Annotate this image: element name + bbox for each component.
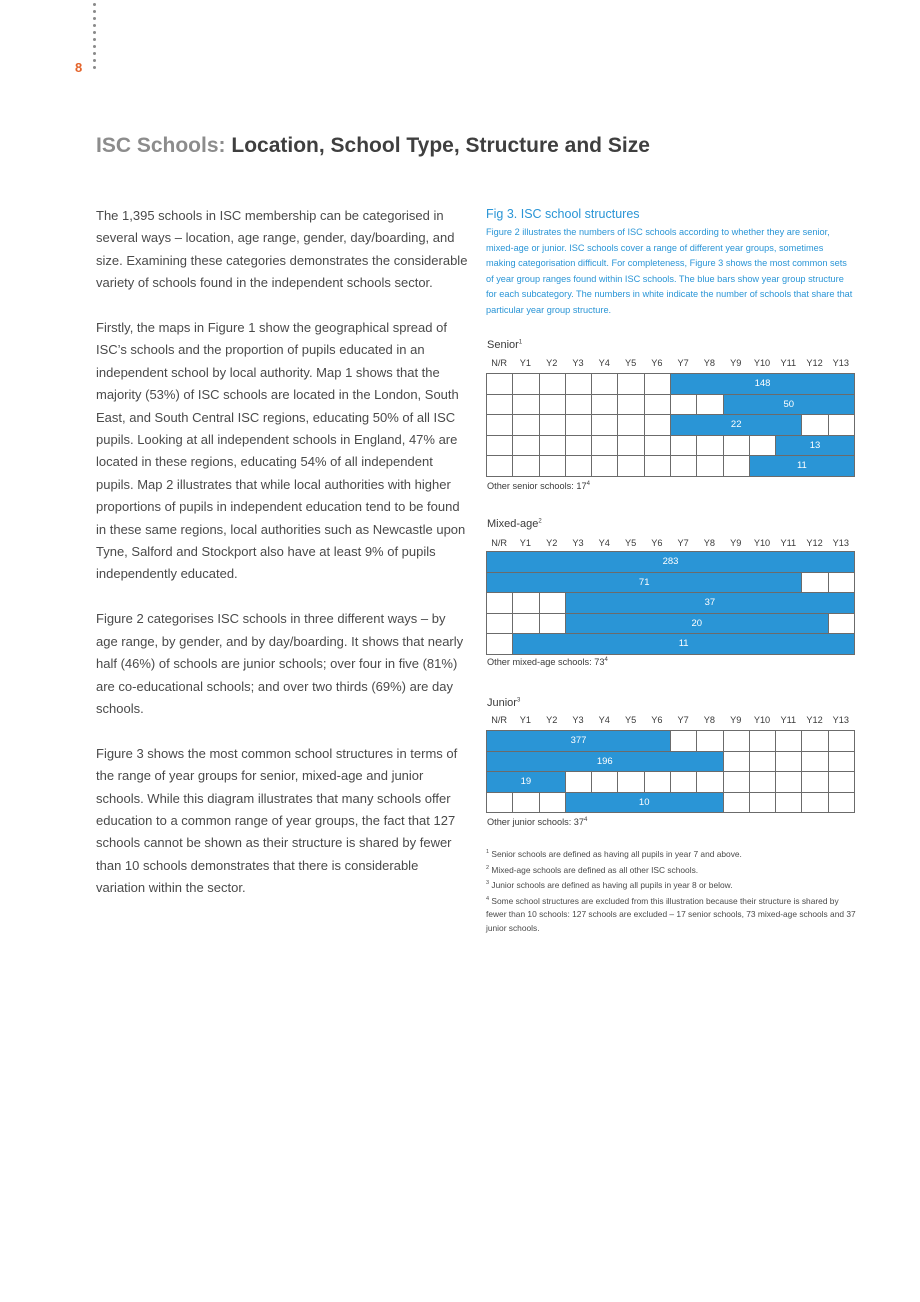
grid-cell bbox=[828, 414, 855, 436]
grid-cell bbox=[486, 414, 513, 436]
section-label-senior: Senior$^1$ bbox=[487, 339, 523, 351]
structure-grid-mixed-age bbox=[486, 551, 854, 654]
grid-cell bbox=[617, 414, 644, 436]
year-tick-label: Y13 bbox=[832, 358, 850, 368]
year-tick-label: Y9 bbox=[730, 538, 742, 548]
grid-cell bbox=[512, 373, 539, 395]
structure-bar: 196 bbox=[486, 751, 724, 773]
year-tick-label: Y12 bbox=[806, 358, 823, 368]
grid-cell bbox=[749, 730, 776, 752]
grid-cell bbox=[644, 435, 671, 457]
grid-cell bbox=[591, 771, 618, 793]
structure-bar: 10 bbox=[565, 792, 724, 814]
grid-cell bbox=[512, 414, 539, 436]
grid-cell bbox=[617, 394, 644, 416]
grid-cell bbox=[801, 751, 828, 773]
page-title-main: Location, School Type, Structure and Size bbox=[225, 134, 650, 157]
grid-cell bbox=[801, 730, 828, 752]
grid-cell bbox=[591, 394, 618, 416]
grid-cell bbox=[486, 633, 513, 655]
structure-grid-junior bbox=[486, 730, 854, 812]
year-tick-label: Y10 bbox=[753, 358, 771, 368]
structure-bar: 37 bbox=[565, 592, 855, 614]
body-paragraph: Firstly, the maps in Figure 1 show the geographical spread of ISC’s schools and the proportion of pupils educated in an independent school by local authority. Map 1 shows that the majority (53%) of ISC schools are located in the London, South East, and South Central ISC regions, educating 50% of all ISC pupils. Looking at all independent schools in England, 47% are located in these regions, educating 54% of all independent pupils. Map 2 illustrates that while local authorities with higher proportions of pupils in independent education tend to be found in these same regions, local authorities such as Newcastle upon Tyne, Salford and Stockport also have at least 9% of pupils independently educated. bbox=[96, 320, 466, 582]
year-header-row bbox=[486, 538, 854, 550]
grid-cell bbox=[591, 373, 618, 395]
year-tick-label: Y6 bbox=[651, 715, 663, 725]
year-tick-label: Y3 bbox=[572, 358, 584, 368]
year-tick-label: Y6 bbox=[651, 538, 663, 548]
grid-cell bbox=[486, 455, 513, 477]
grid-cell bbox=[696, 435, 723, 457]
body-text-column bbox=[96, 205, 468, 922]
grid-cell bbox=[539, 613, 566, 635]
page-number: 8 bbox=[75, 60, 83, 75]
grid-cell bbox=[723, 792, 750, 814]
year-tick-label: Y4 bbox=[598, 715, 610, 725]
grid-cell bbox=[696, 455, 723, 477]
year-tick-label: Y12 bbox=[806, 715, 823, 725]
year-tick-label: Y8 bbox=[703, 715, 716, 725]
year-tick-label: Y2 bbox=[546, 715, 558, 725]
grid-cell bbox=[696, 730, 723, 752]
structure-bar: 71 bbox=[486, 572, 802, 594]
year-tick-label: Y4 bbox=[598, 358, 610, 368]
year-tick-label: Y11 bbox=[780, 538, 797, 548]
year-tick-label: Y11 bbox=[780, 715, 797, 725]
grid-cell bbox=[486, 592, 513, 614]
year-tick-label: Y3 bbox=[572, 538, 584, 548]
grid-cell bbox=[565, 394, 592, 416]
structure-bar: 283 bbox=[486, 551, 855, 573]
footnote: $^4$ Some school structures are excluded from this illustration because their structure is shared by fewer than 10 schools: 127 schools are excluded – 17 senior schools, 73 mixed-age schools and 37 junior schools. bbox=[486, 895, 856, 934]
body-paragraph: Figure 3 shows the most common school structures in terms of the range of year groups for senior, mixed-age and junior schools. While this diagram illustrates that many schools offer education to a common range of year groups, the fact that 127 schools cannot be shown as their structure is shared by fewer than 10 schools demonstrates that there is considerable variation within the sector. bbox=[96, 745, 458, 896]
grid-cell bbox=[539, 592, 566, 614]
footnote: $^3$ Junior schools are defined as having all pupils in year 8 or below. bbox=[486, 879, 733, 890]
grid-cell bbox=[644, 373, 671, 395]
other-schools-note: Other senior schools: $17^4$ bbox=[487, 481, 590, 492]
year-tick-label: Y10 bbox=[753, 715, 771, 725]
year-tick-label: Y10 bbox=[753, 538, 771, 548]
page-title-prefix: ISC Schools: bbox=[96, 134, 226, 157]
structure-bar: 377 bbox=[486, 730, 671, 752]
grid-cell bbox=[723, 771, 750, 793]
grid-cell bbox=[775, 751, 802, 773]
year-tick-label: Y8 bbox=[703, 538, 716, 548]
structure-bar: 11 bbox=[512, 633, 855, 655]
footnotes bbox=[486, 846, 858, 936]
grid-cell bbox=[670, 730, 697, 752]
grid-cell bbox=[723, 435, 750, 457]
grid-cell bbox=[512, 792, 539, 814]
body-paragraph: Figure 2 categorises ISC schools in three different ways – by age range, by gender, and by day/boarding. It shows that nearly half (46%) of schools are junior schools; over four in five (81%) are co-educational schools; and over two thirds (69%) are day schools. bbox=[96, 611, 464, 716]
grid-cell bbox=[486, 613, 513, 635]
grid-cell bbox=[539, 792, 566, 814]
grid-cell bbox=[539, 394, 566, 416]
section-label-junior: Junior$^3$ bbox=[487, 697, 521, 709]
structure-bar: 50 bbox=[723, 394, 855, 416]
year-tick-label: Y11 bbox=[780, 358, 797, 368]
grid-cell bbox=[828, 572, 855, 594]
grid-cell bbox=[801, 771, 828, 793]
grid-cell bbox=[512, 455, 539, 477]
grid-cell bbox=[617, 455, 644, 477]
grid-cell bbox=[828, 771, 855, 793]
grid-cell bbox=[565, 771, 592, 793]
grid-cell bbox=[801, 414, 828, 436]
grid-cell bbox=[565, 373, 592, 395]
year-header-row bbox=[486, 715, 854, 727]
structure-bar: 11 bbox=[749, 455, 855, 477]
grid-cell bbox=[617, 373, 644, 395]
grid-cell bbox=[749, 792, 776, 814]
footnote: $^2$ Mixed-age schools are defined as all other ISC schools. bbox=[486, 864, 699, 875]
grid-cell bbox=[749, 751, 776, 773]
year-tick-label: N/R bbox=[491, 715, 508, 725]
year-tick-label: Y2 bbox=[546, 538, 558, 548]
grid-cell bbox=[486, 435, 513, 457]
grid-cell bbox=[591, 435, 618, 457]
grid-cell bbox=[670, 455, 697, 477]
grid-cell bbox=[775, 771, 802, 793]
grid-cell bbox=[670, 435, 697, 457]
grid-cell bbox=[591, 414, 618, 436]
year-tick-label: Y5 bbox=[624, 538, 637, 548]
grid-cell bbox=[828, 613, 855, 635]
page-title bbox=[96, 134, 650, 158]
year-tick-label: Y7 bbox=[677, 358, 689, 368]
grid-cell bbox=[539, 435, 566, 457]
grid-cell bbox=[486, 373, 513, 395]
grid-cell bbox=[828, 730, 855, 752]
structure-bar: 20 bbox=[565, 613, 829, 635]
year-tick-label: Y9 bbox=[730, 358, 742, 368]
grid-cell bbox=[565, 414, 592, 436]
grid-cell bbox=[486, 792, 513, 814]
year-tick-label: Y7 bbox=[677, 538, 689, 548]
grid-cell bbox=[591, 455, 618, 477]
grid-cell bbox=[801, 792, 828, 814]
grid-cell bbox=[565, 435, 592, 457]
year-tick-label: Y2 bbox=[546, 358, 558, 368]
year-tick-label: Y6 bbox=[651, 358, 663, 368]
grid-cell bbox=[696, 771, 723, 793]
other-schools-note: Other junior schools: $37^4$ bbox=[487, 817, 588, 828]
year-header-row bbox=[486, 358, 854, 370]
structure-grid-senior bbox=[486, 373, 854, 476]
year-tick-label: Y13 bbox=[832, 538, 850, 548]
body-paragraph: The 1,395 schools in ISC membership can be categorised in several ways – location, age range, gender, day/boarding, and size. Examining these categories demonstrates the considerable variety of schools found in the independent schools sector. bbox=[96, 208, 468, 291]
year-tick-label: Y3 bbox=[572, 715, 584, 725]
grid-cell bbox=[670, 771, 697, 793]
grid-cell bbox=[644, 394, 671, 416]
grid-cell bbox=[670, 394, 697, 416]
grid-cell bbox=[486, 394, 513, 416]
year-tick-label: Y5 bbox=[624, 358, 637, 368]
decorative-dot-column bbox=[93, 3, 97, 73]
grid-cell bbox=[828, 751, 855, 773]
grid-cell bbox=[512, 613, 539, 635]
figure-title: Fig 3. ISC school structures bbox=[486, 207, 640, 221]
grid-cell bbox=[723, 730, 750, 752]
grid-cell bbox=[749, 771, 776, 793]
year-tick-label: N/R bbox=[491, 538, 508, 548]
year-tick-label: Y5 bbox=[624, 715, 637, 725]
grid-cell bbox=[775, 792, 802, 814]
year-tick-label: Y1 bbox=[519, 538, 532, 548]
grid-cell bbox=[723, 751, 750, 773]
grid-cell bbox=[749, 435, 776, 457]
grid-cell bbox=[644, 414, 671, 436]
grid-cell bbox=[539, 414, 566, 436]
section-label-mixed-age: Mixed-age$^2$ bbox=[487, 518, 542, 530]
grid-cell bbox=[539, 455, 566, 477]
year-tick-label: Y9 bbox=[730, 715, 742, 725]
grid-cell bbox=[775, 730, 802, 752]
year-tick-label: Y1 bbox=[519, 715, 532, 725]
footnote: $^1$ Senior schools are defined as having all pupils in year 7 and above. bbox=[486, 848, 742, 859]
grid-cell bbox=[723, 455, 750, 477]
grid-cell bbox=[539, 373, 566, 395]
year-tick-label: Y7 bbox=[677, 715, 689, 725]
grid-cell bbox=[512, 435, 539, 457]
structure-bar: 148 bbox=[670, 373, 855, 395]
year-tick-label: Y8 bbox=[703, 358, 716, 368]
grid-cell bbox=[828, 792, 855, 814]
grid-cell bbox=[617, 771, 644, 793]
grid-cell bbox=[565, 455, 592, 477]
year-tick-label: Y4 bbox=[598, 538, 610, 548]
grid-cell bbox=[696, 394, 723, 416]
structure-bar: 13 bbox=[775, 435, 855, 457]
grid-cell bbox=[617, 435, 644, 457]
grid-cell bbox=[512, 394, 539, 416]
year-tick-label: Y12 bbox=[806, 538, 823, 548]
grid-cell bbox=[512, 592, 539, 614]
other-schools-note: Other mixed-age schools: $73^4$ bbox=[487, 657, 608, 668]
grid-cell bbox=[644, 771, 671, 793]
structure-bar: 22 bbox=[670, 414, 802, 436]
grid-cell bbox=[801, 572, 828, 594]
year-tick-label: Y1 bbox=[519, 358, 532, 368]
figure-description: Figure 2 illustrates the numbers of ISC schools according to whether they are senior, mixed-age or junior. ISC schools cover a range of different year groups, sometimes making categorisation difficult. For completeness, Figure 3 shows the most common sets of year group ranges found within ISC schools. The blue bars show year group structure for each subcategory. The numbers in white indicate the number of schools that share that particular year group structure. bbox=[486, 227, 853, 315]
year-tick-label: Y13 bbox=[832, 715, 850, 725]
year-tick-label: N/R bbox=[491, 358, 508, 368]
structure-bar: 19 bbox=[486, 771, 566, 793]
grid-cell bbox=[644, 455, 671, 477]
